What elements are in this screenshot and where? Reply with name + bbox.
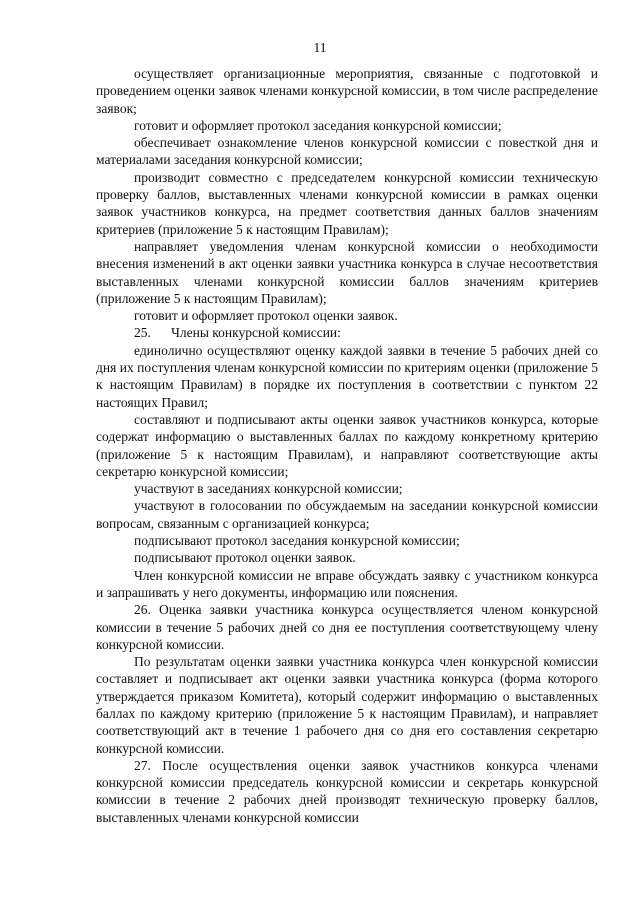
clause-paragraph: 27. После осуществления оценки заявок участников конкурса членами конкурсной комиссии председатель конкурсной комиссии и секретарь конкурсной комиссии в течение 2 рабочих дней производят техническую проверку баллов, выставленных членами конкурсной комиссии — [96, 757, 598, 825]
paragraph: готовит и оформляет протокол заседания конкурсной комиссии; — [134, 117, 502, 133]
clause-heading: 25. Члены конкурсной комиссии: — [134, 325, 341, 341]
paragraph: обеспечивает ознакомление членов конкурсной комиссии с повесткой дня и материалами заседания конкурсной комиссии; — [96, 135, 598, 168]
paragraph: подписывают протокол оценки заявок. — [134, 550, 356, 566]
paragraph: осуществляет организационные мероприятия, связанные с подготовкой и проведением оценки заявок членами конкурсной комиссии, в том числе распределение заявок; — [96, 66, 598, 116]
document-body — [96, 65, 598, 826]
paragraph: Член конкурсной комиссии не вправе обсуждать заявку с участником конкурса и запрашивать у него документы, информацию или пояснения. — [96, 567, 598, 600]
paragraph: участвуют в голосовании по обсуждаемым на заседании конкурсной комиссии вопросам, связанным с организацией конкурса; — [96, 498, 598, 531]
paragraph: участвуют в заседаниях конкурсной комиссии; — [134, 481, 403, 497]
paragraph: составляют и подписывают акты оценки заявок участников конкурса, которые содержат информацию о выставленных баллах по каждому конкретному критерию (приложение 5 к настоящим Правилам), и направляют соответствующие акты секретарю конкурсной комиссии; — [96, 411, 598, 479]
paragraph: направляет уведомления членам конкурсной комиссии о необходимости внесения изменений в акт оценки заявки участника конкурса в случае несоответствия выставленных членами конкурсной комиссии баллов значениям критериев (приложение 5 к настоящим Правилам); — [96, 238, 598, 306]
paragraph: подписывают протокол заседания конкурсной комиссии; — [134, 533, 460, 549]
paragraph: производит совместно с председателем конкурсной комиссии техническую проверку баллов, выставленных членами конкурсной комиссии в рамках оценки заявок участников конкурса, на предмет соответствия данных баллов значениям критериев (приложение 5 к настоящим Правилам); — [96, 169, 598, 237]
paragraph: единолично осуществляют оценку каждой заявки в течение 5 рабочих дней со дня их поступления членам конкурсной комиссии по критериям оценки (приложение 5 к настоящим Правилам) в порядке их поступления в соответствии с пунктом 22 настоящих Правил; — [96, 342, 598, 410]
page-number: 11 — [313, 40, 327, 55]
paragraph: готовит и оформляет протокол оценки заявок. — [134, 308, 398, 324]
paragraph: По результатам оценки заявки участника конкурса член конкурсной комиссии составляет и подписывает акт оценки заявки участника конкурса (форма которого утверждается приказом Комитета), который содержит информацию о выставленных баллах по каждому критерию (приложение 5 к настоящим Правилам), и направляет соответствующий акт в течение 1 рабочего дня со дня его составления секретарю конкурсной комиссии. — [96, 654, 598, 756]
clause-paragraph: 26. Оценка заявки участника конкурса осуществляется членом конкурсной комиссии в течение 5 рабочих дней со дня ее поступления соответствующему члену конкурсной комиссии. — [96, 602, 598, 652]
